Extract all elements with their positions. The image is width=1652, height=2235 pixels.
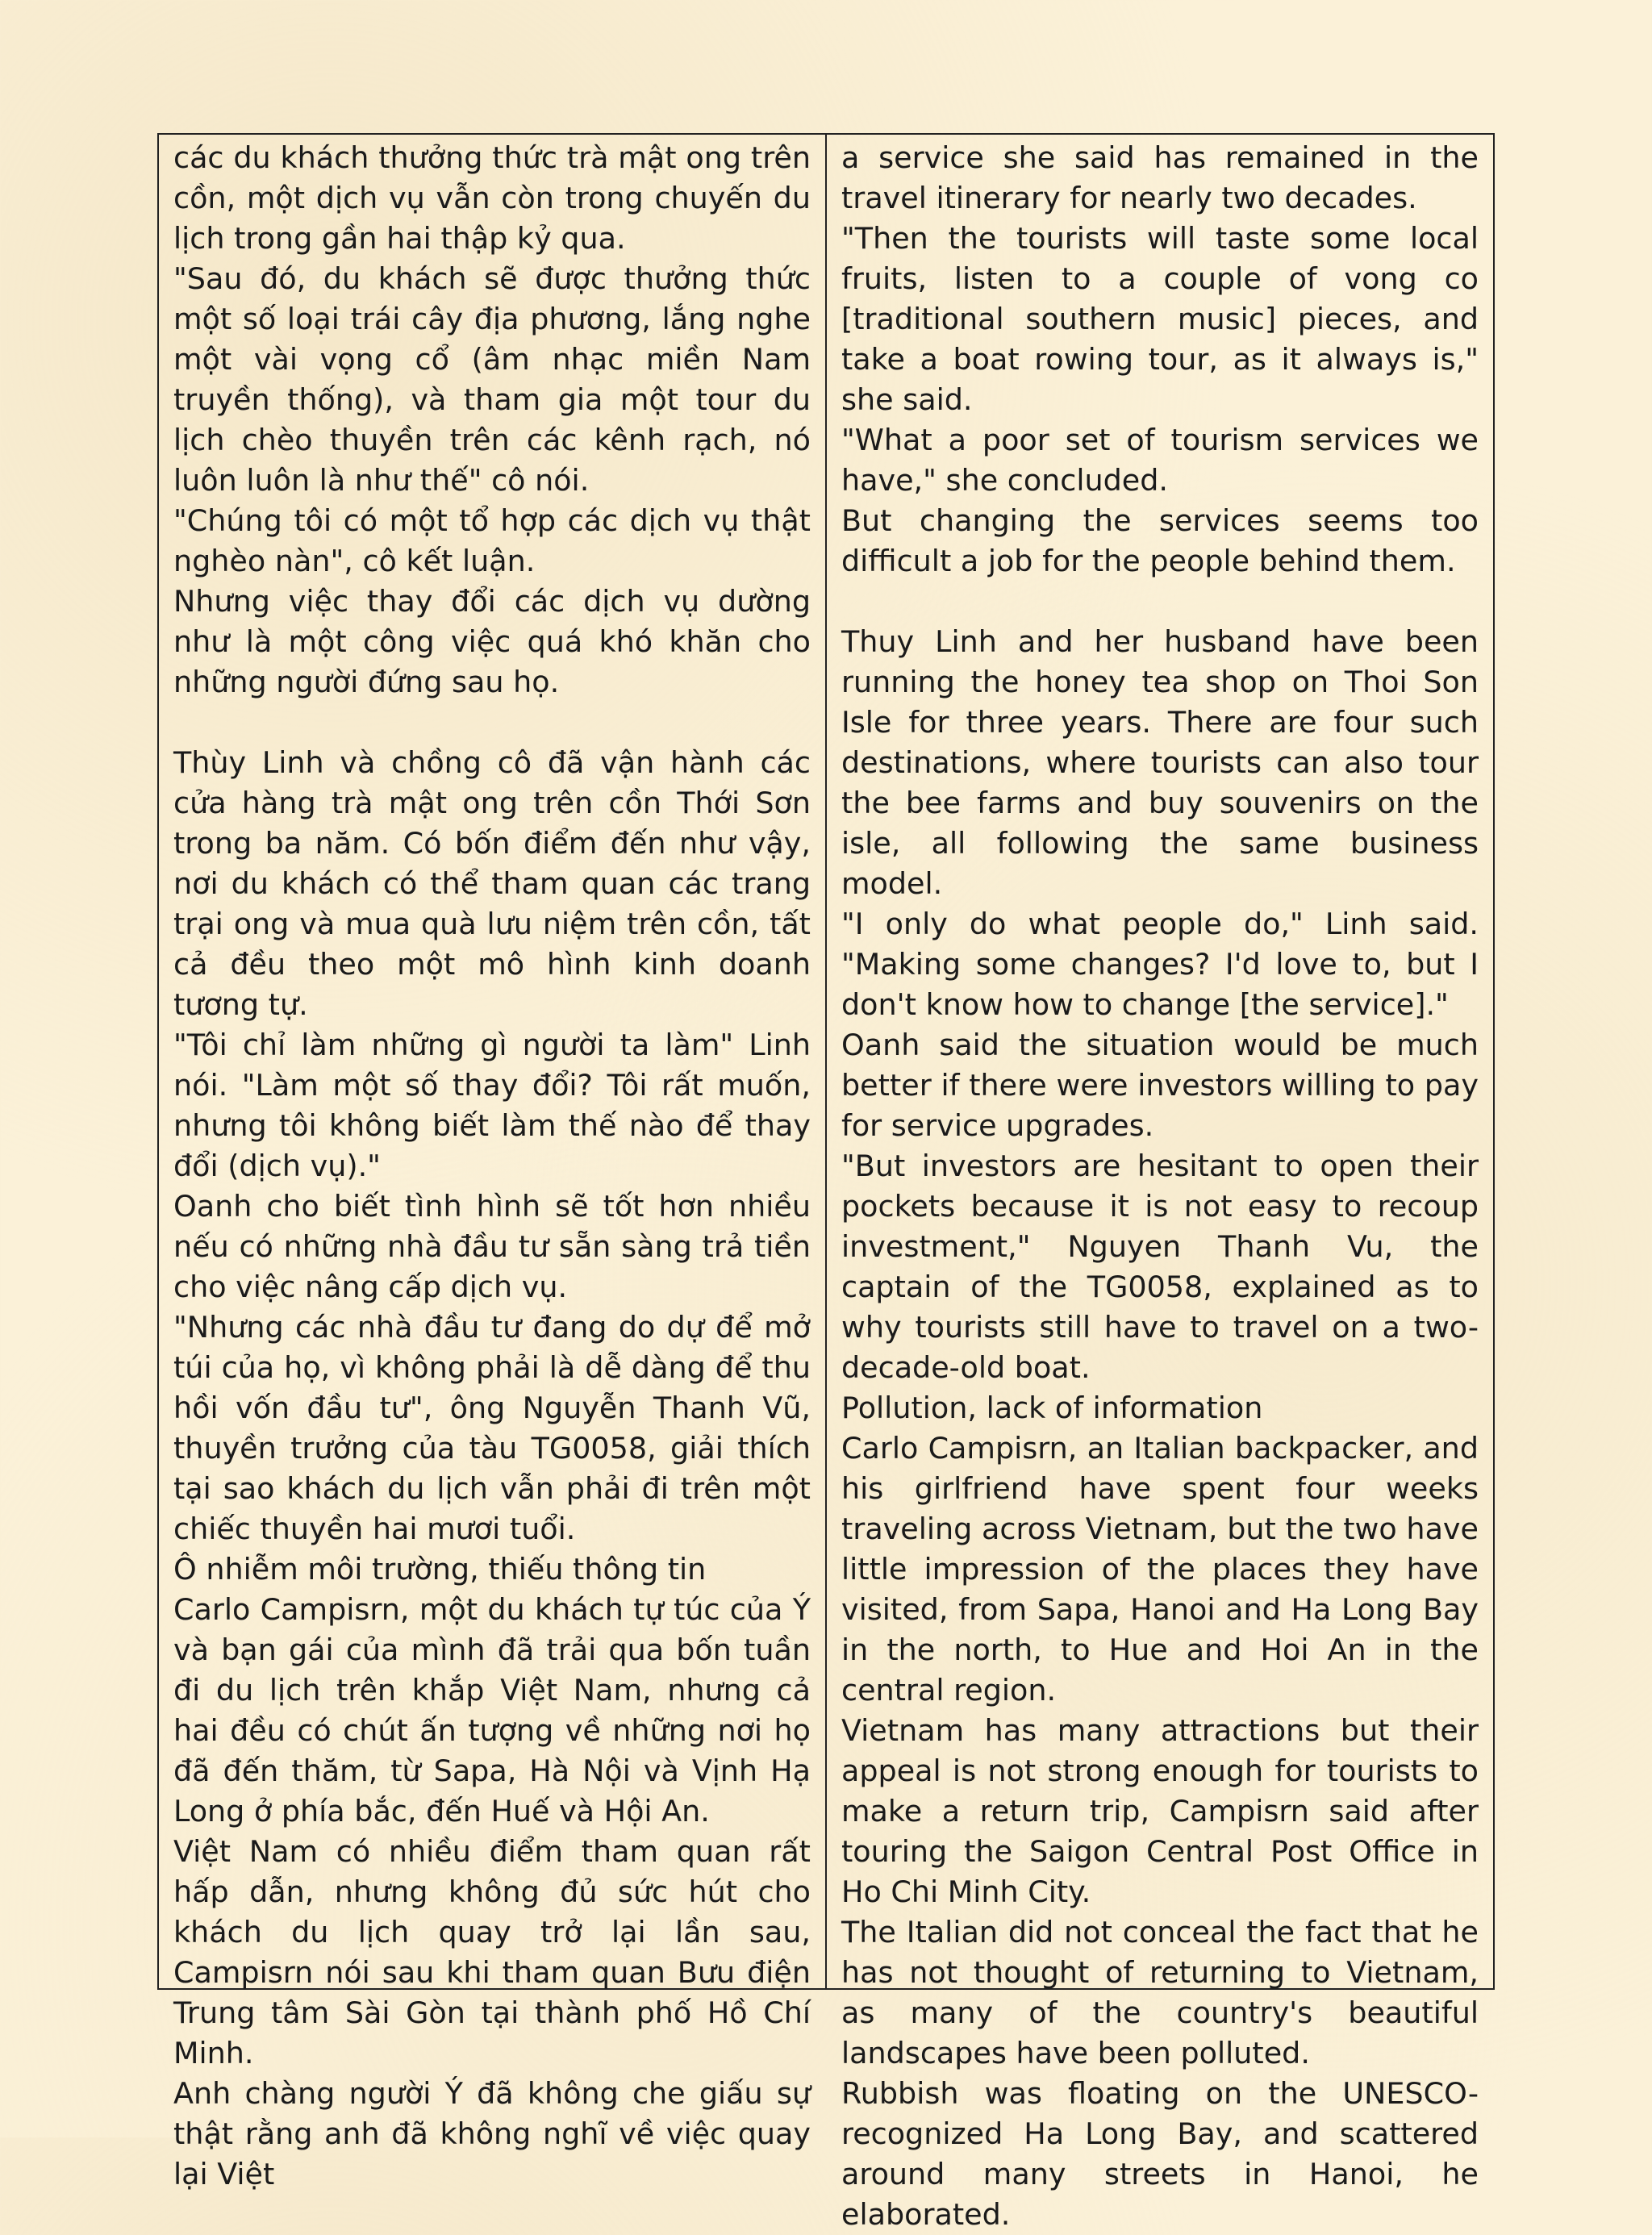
paragraph: các du khách thưởng thức trà mật ong trên cồn, một dịch vụ vẫn còn trong chuyến du lịch trong gần hai thập kỷ qua. — [173, 140, 811, 256]
bilingual-table — [157, 133, 1495, 2232]
paragraph-spacer — [173, 703, 811, 743]
paragraph: Nhưng việc thay đổi các dịch vụ dường như là một công việc quá khó khăn cho những người đứng sau họ. — [173, 584, 811, 699]
paragraph: "I only do what people do," Linh said. "Making some changes? I'd love to, but I don't know how to change [the service]." — [841, 907, 1479, 1022]
english-column — [827, 135, 1493, 2232]
paragraph: But changing the services seems too difficult a job for the people behind them. — [841, 503, 1479, 578]
paragraph: Thuy Linh and her husband have been running the honey tea shop on Thoi Son Isle for three years. There are four such destinations, where tourists can also tour the bee farms and buy souvenirs on the isle, all following the same business model. — [841, 624, 1479, 901]
paragraph: Carlo Campisrn, an Italian backpacker, and his girlfriend have spent four weeks traveling across Vietnam, but the two have little impression of the places they have visited, from Sapa, Hanoi and Ha Long Bay in the north, to Hue and Hoi An in the central region. — [841, 1431, 1479, 1708]
paragraph: a service she said has remained in the travel itinerary for nearly two decades. — [841, 140, 1479, 215]
paragraph-spacer — [841, 582, 1479, 622]
paragraph: The Italian did not conceal the fact that he has not thought of returning to Vietnam, as many of the country's beautiful landscapes have been polluted. — [841, 1915, 1479, 2070]
paragraph: "Then the tourists will taste some local fruits, listen to a couple of vong co [traditional southern music] pieces, and take a boat rowing tour, as it always is," she said. — [841, 221, 1479, 417]
paragraph: Vietnam has many attractions but their appeal is not strong enough for tourists to make a return trip, Campisrn said after touring the Saigon Central Post Office in Ho Chi Minh City. — [841, 1713, 1479, 1909]
paragraph: Oanh cho biết tình hình sẽ tốt hơn nhiều nếu có những nhà đầu tư sẵn sàng trả tiền cho việc nâng cấp dịch vụ. — [173, 1189, 811, 1304]
paragraph: Rubbish was floating on the UNESCO-recognized Ha Long Bay, and scattered around many streets in Hanoi, he elaborated. — [841, 2076, 1479, 2232]
paragraph: Oanh said the situation would be much better if there were investors willing to pay for service upgrades. — [841, 1028, 1479, 1143]
section-heading: Pollution, lack of information — [841, 1391, 1263, 1425]
paragraph: "What a poor set of tourism services we have," she concluded. — [841, 423, 1479, 498]
paragraph: Việt Nam có nhiều điểm tham quan rất hấp dẫn, nhưng không đủ sức hút cho khách du lịch quay trở lại lần sau, Campisrn nói sau khi tham quan Bưu điện Trung tâm Sài Gòn tại thành phố Hồ Chí Minh. — [173, 1834, 811, 2070]
paragraph: "Chúng tôi có một tổ hợp các dịch vụ thật nghèo nàn", cô kết luận. — [173, 503, 811, 578]
paragraph: Carlo Campisrn, một du khách tự túc của Ý và bạn gái của mình đã trải qua bốn tuần đi du lịch trên khắp Việt Nam, nhưng cả hai đều có chút ấn tượng về những nơi họ đã đến thăm, từ Sapa, Hà Nội và Vịnh Hạ Long ở phía bắc, đến Huế và Hội An. — [173, 1592, 811, 1828]
vietnamese-column — [159, 135, 827, 2191]
section-heading: Ô nhiễm môi trường, thiếu thông tin — [173, 1552, 707, 1587]
paragraph: Thùy Linh và chồng cô đã vận hành các cửa hàng trà mật ong trên cồn Thới Sơn trong ba năm. Có bốn điểm đến như vậy, nơi du khách có thể tham quan các trang trại ong và mua quà lưu niệm trên cồn, tất cả đều theo một mô hình kinh doanh tương tự. — [173, 745, 811, 1022]
paragraph: Anh chàng người Ý đã không che giấu sự thật rằng anh đã không nghĩ về việc quay lại Việt — [173, 2076, 811, 2191]
paragraph: "Nhưng các nhà đầu tư đang do dự để mở túi của họ, vì không phải là dễ dàng để thu hồi vốn đầu tư", ông Nguyễn Thanh Vũ, thuyền trưởng của tàu TG0058, giải thích tại sao khách du lịch vẫn phải đi trên một chiếc thuyền hai mươi tuổi. — [173, 1310, 811, 1546]
paragraph: "But investors are hesitant to open their pockets because it is not easy to recoup investment," Nguyen Thanh Vu, the captain of the TG0058, explained as to why tourists still have to travel on a two-decade-old boat. — [841, 1149, 1479, 1385]
paragraph: "Sau đó, du khách sẽ được thưởng thức một số loại trái cây địa phương, lắng nghe một vài vọng cổ (âm nhạc miền Nam truyền thống), và tham gia một tour du lịch chèo thuyền trên các kênh rạch, nó luôn luôn là như thế" cô nói. — [173, 261, 811, 498]
paragraph: "Tôi chỉ làm những gì người ta làm" Linh nói. "Làm một số thay đổi? Tôi rất muốn, nhưng tôi không biết làm thế nào để thay đổi (dịch vụ)." — [173, 1028, 811, 1183]
